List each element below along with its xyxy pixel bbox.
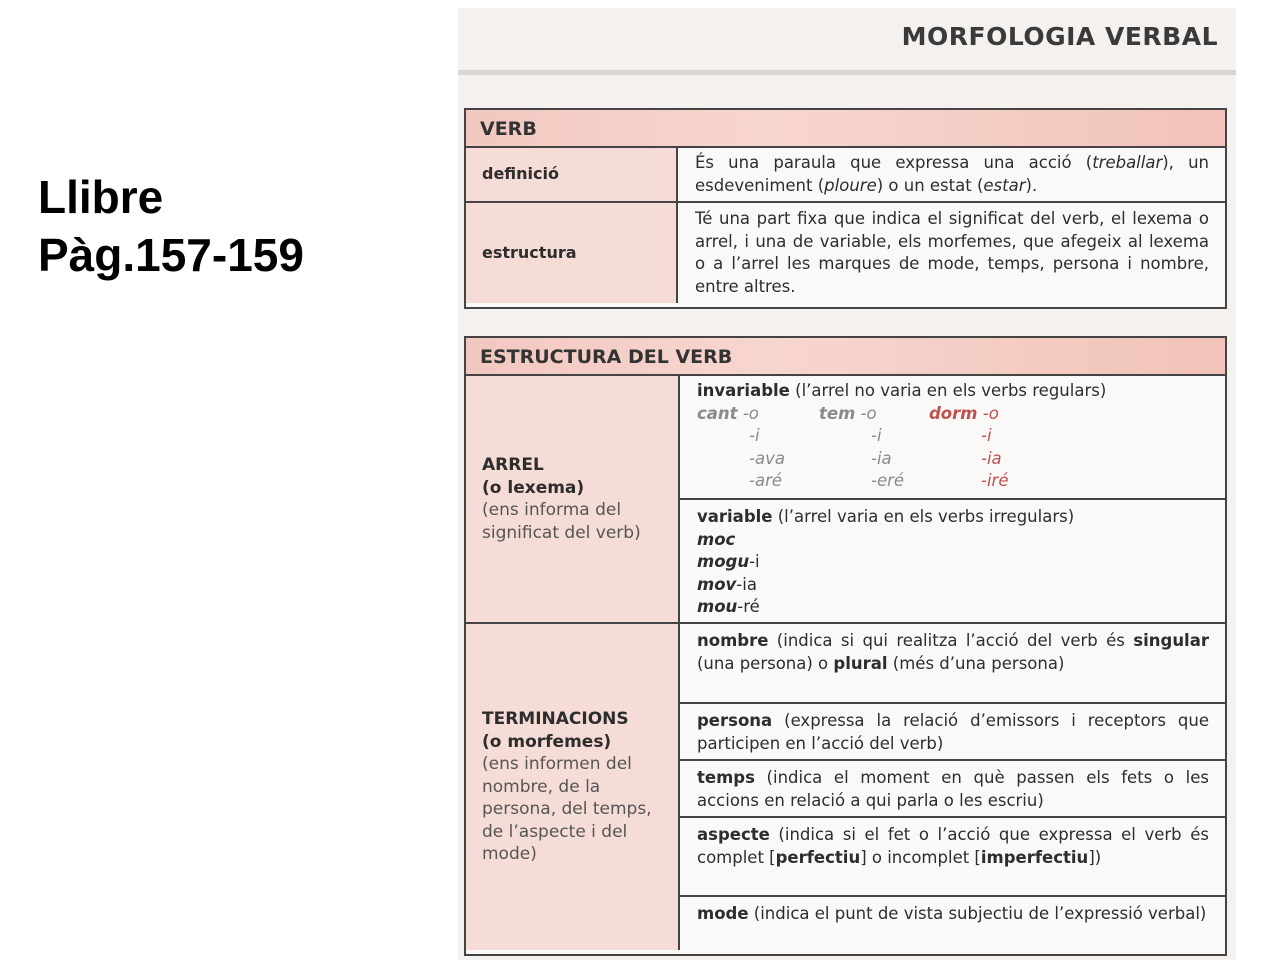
mode-cell: mode (indica el punt de vista subjectiu de l’expressió verbal)	[680, 895, 1225, 950]
verb-table	[464, 108, 1227, 309]
invariable-cell: invariable (l’arrel no varia en els verbs regulars) cant -o tem -o dorm -o -i -i -i -ava -ia -ia -aré -eré -iré	[680, 376, 1225, 498]
page-title: MORFOLOGIA VERBAL	[901, 22, 1218, 51]
terminacions-group	[466, 622, 1225, 950]
conjugation-grid: cant -o tem -o dorm -o -i -i -i -ava -ia -ia -aré -eré -iré	[697, 403, 1009, 490]
structure-table	[464, 336, 1227, 956]
persona-cell: persona (expressa la relació d’emissors i receptors que participen en l’acció del verb)	[680, 702, 1225, 759]
side-title-line2: Pàg.157-159	[38, 229, 304, 281]
verb-table-header: VERB	[466, 110, 1225, 148]
row-label: estructura	[466, 203, 678, 303]
table-row	[466, 201, 1225, 303]
row-label: definició	[466, 148, 678, 201]
row-text: És una paraula que expressa una acció (treballar), un esdeveniment (ploure) o un estat (estar).	[695, 153, 1209, 195]
side-title-line1: Llibre	[38, 171, 164, 223]
variable-cell: variable (l’arrel varia en els verbs irregulars) moc mogu-i mov-ia mou-ré	[680, 498, 1225, 622]
arrel-label: ARREL (o lexema) (ens informa del significat del verb)	[466, 376, 680, 622]
structure-table-header: ESTRUCTURA DEL VERB	[466, 338, 1225, 376]
side-title	[38, 168, 304, 284]
arrel-group	[466, 376, 1225, 622]
aspecte-cell: aspecte (indica si el fet o l’acció que expressa el verb és complet [perfectiu] o incomplet [imperfectiu])	[680, 816, 1225, 895]
row-text: Té una part fixa que indica el significat del verb, el lexema o arrel, i una de variable, els morfemes, que afegeix al lexema o a l’arrel les marques de mode, temps, persona i nombre, entre altres.	[695, 209, 1209, 296]
page-rule	[458, 70, 1236, 75]
table-row	[466, 148, 1225, 201]
temps-cell: temps (indica el moment en què passen els fets o les accions en relació a qui parla o les escriu)	[680, 759, 1225, 816]
terminacions-label: TERMINACIONS (o morfemes) (ens informen del nombre, de la persona, del temps, de l’aspecte i del mode)	[466, 624, 680, 950]
nombre-cell: nombre (indica si qui realitza l’acció del verb és singular (una persona) o plural (més d’una persona)	[697, 631, 1209, 673]
